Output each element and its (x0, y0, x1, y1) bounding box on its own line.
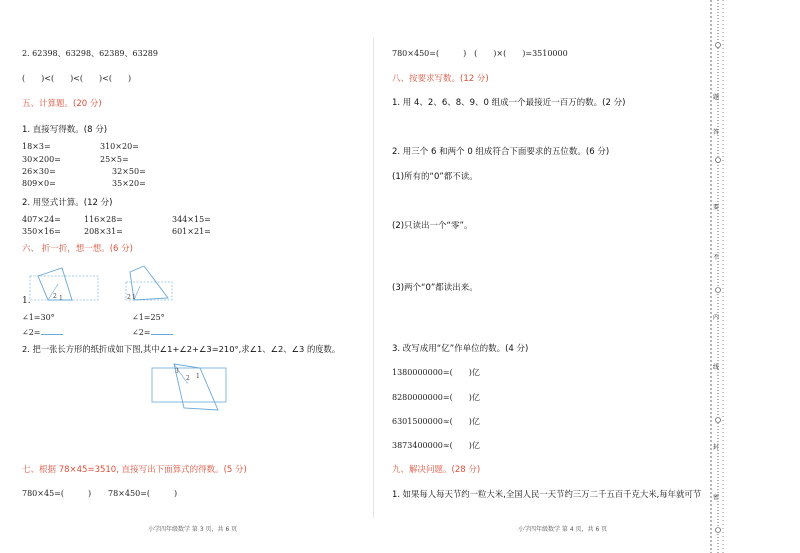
fold-question: 2. 把一张长方形的纸折成如下图,其中∠1+∠2+∠3=210°,求∠1、∠2、∠3 的度数。 (22, 344, 341, 354)
q2-item: 601×21= (172, 227, 211, 236)
q1-direct-write-title: 1. 直接写得数。(8 分) (22, 125, 108, 135)
fig2-label-1: 1 (132, 294, 136, 301)
fold-figure-2 (122, 262, 178, 307)
section-7-title: 七、根据 78×45=3510, 直接写出下面算式的得数。(5 分) (22, 465, 247, 475)
binding-char: 答 (713, 129, 720, 136)
binding-char: 要 (713, 204, 720, 211)
compare-numbers-line: 2. 62398、63298、62389、63289 (22, 49, 158, 58)
section-9-title: 九、解决问题。(28 分) (392, 465, 481, 475)
fig1-angle2: ∠2= (22, 328, 41, 337)
binding-char: 内 (713, 314, 720, 321)
q1-item: 809×0= (22, 179, 56, 188)
section-7-item: 78×450=( ) (108, 489, 178, 498)
binding-char: 密 (713, 494, 720, 501)
compare-blanks-line: ( )<( )<( )<( ) (22, 74, 132, 83)
page-footer-left: 小学四年级数学 第 3 页，共 6 页 (148, 526, 238, 533)
q8-2-b: (2)只读出一个“零”。 (392, 221, 473, 231)
figure-1-prefix: 1. (22, 296, 31, 306)
q8-2-c: (3)两个“0”都读出来。 (392, 283, 478, 293)
page-footer-right: 小学四年级数学 第 4 页，共 6 页 (518, 526, 608, 533)
q2-item: 350×16= (22, 227, 61, 236)
fold-figure-3 (148, 358, 230, 414)
q8-3-item: 6301500000≈( )亿 (392, 417, 480, 426)
fig2-label-2: 2 (127, 294, 131, 301)
q8-3-item: 1380000000=( )亿 (392, 368, 480, 377)
q2-item: 116×28= (84, 215, 123, 224)
section-8-title: 八、按要求写数。(12 分) (392, 74, 489, 84)
q1-item: 35×20= (112, 179, 146, 188)
page-divider (373, 38, 374, 518)
q8-3: 3. 改写成用“亿”作单位的数。(4 分) (392, 344, 529, 354)
binding-char: 不 (713, 254, 720, 261)
section-7-item: 780×45=( ) (22, 489, 92, 498)
fig1-label-1: 1 (59, 295, 63, 302)
q8-3-item: 8280000000=( )亿 (392, 393, 480, 402)
q1-item: 310×20= (100, 142, 139, 151)
q2-item: 208×31= (84, 227, 123, 236)
section-5-title: 五、计算题。(20 分) (22, 99, 102, 109)
q1-item: 18×3= (22, 142, 51, 151)
fig2-angle2: ∠2= (132, 328, 151, 337)
q2-vertical-calc-title: 2. 用竖式计算。(12 分) (22, 198, 113, 208)
binding-char: 封 (713, 444, 720, 451)
fig3-label-2: 2 (186, 375, 190, 382)
q8-1: 1. 用 4、2、6、8、9、0 组成一个最接近一百万的数。(2 分) (392, 98, 626, 108)
fig2-angle1: ∠1=25° (132, 313, 165, 322)
q8-3-item: 3873400000≈( )亿 (392, 441, 480, 450)
q1-item: 30×200= (22, 155, 61, 164)
q1-item: 26×30= (22, 167, 56, 176)
section-6-title: 六、 折一折，想一想。(6 分) (22, 244, 133, 254)
binding-char: 题 (713, 94, 720, 101)
binding-char: 线 (713, 364, 720, 371)
fold-figure-1 (26, 262, 106, 307)
fig3-label-3: 3 (175, 368, 179, 375)
fig1-answer-line (41, 327, 63, 335)
q1-item: 32×50= (112, 167, 146, 176)
q2-item: 344×15= (172, 215, 211, 224)
q9-1: 1. 如果每人每天节约一粒大米,全国人民一天节约三万二千五百千克大米,每年就可节 (392, 489, 702, 499)
fig1-angle2-row (22, 327, 63, 337)
binding-lines (708, 0, 800, 553)
q8-2-a: (1)所有的“0”都不读。 (392, 172, 478, 182)
fig3-label-1: 1 (196, 373, 200, 380)
q1-item: 25×5= (100, 155, 129, 164)
fig2-angle2-row (132, 327, 173, 337)
fig1-angle1: ∠1=30° (22, 313, 55, 322)
q2-item: 407×24= (22, 215, 61, 224)
right-top-line: 780×450=( ) ( )×( )=3510000 (392, 49, 568, 58)
fig2-answer-line (151, 327, 173, 335)
fig1-label-2: 2 (53, 293, 57, 300)
q8-2: 2. 用三个 6 和两个 0 组成符合下面要求的五位数。(6 分) (392, 147, 610, 157)
binding-margin (708, 0, 800, 553)
